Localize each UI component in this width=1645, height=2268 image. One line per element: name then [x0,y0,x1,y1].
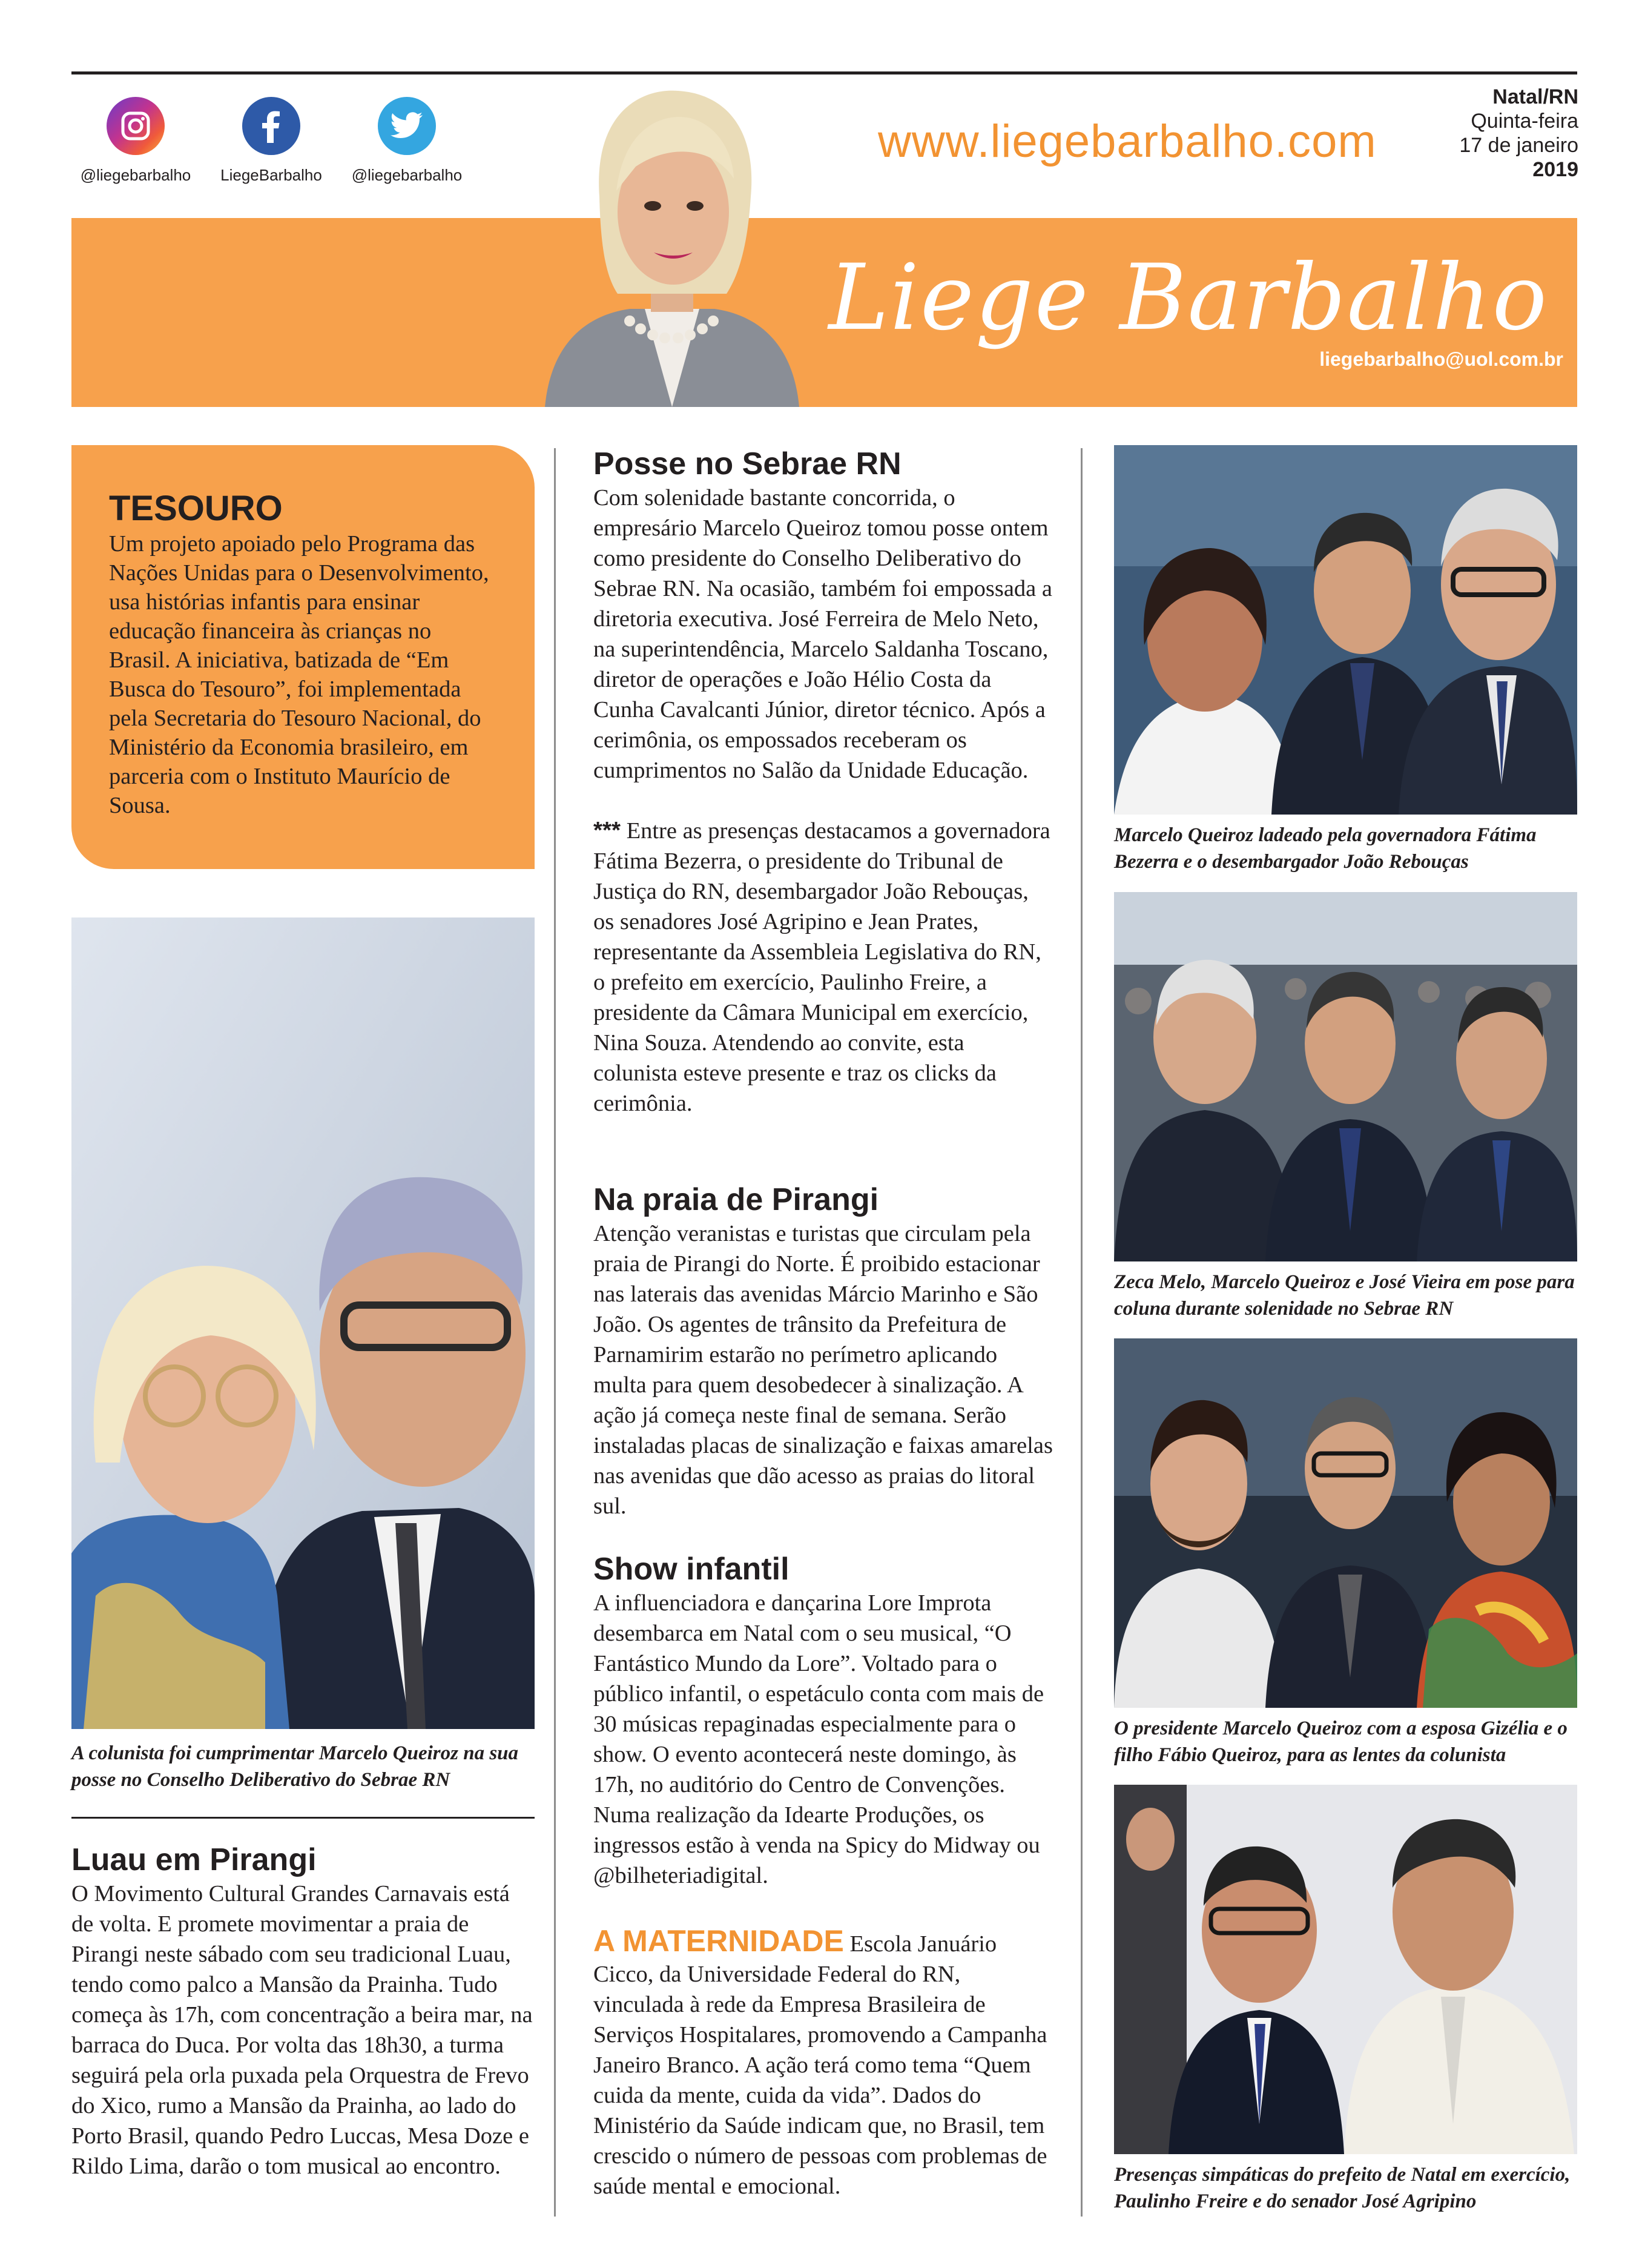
photo-columnist-marcelo [71,917,535,1729]
right-photo-3-caption: O presidente Marcelo Queiroz com a esposa Gizélia e o filho Fábio Queiroz, para as lentes da colunista [1114,1718,1568,1766]
article-posse [593,445,1053,1119]
article-maternidade [593,1926,1053,2201]
weekday: Quinta-feira [1471,110,1578,133]
photo-marcelo-gizelia-fabio [1114,1338,1577,1708]
date: 17 de janeiro [1459,134,1578,157]
maternidade-text: Escola Januário Cicco, da Universidade Federal do RN, vinculada à rede da Empresa Brasileira de Serviços Hospitalares, promovendo a Campanha Janeiro Branco. A ação terá como tema “Quem cuida da mente, cuida da vida”. Dados do Ministério da Saúde indicam que, no Brasil, tem crescido o número de pessoas com problemas de saúde mental e emocional. [593,1931,1047,2199]
photo-governadora-rebougas [1114,445,1577,815]
show-body: A influenciadora e dançarina Lore Improta desembarca em Natal com o seu musical, “O Fantástico Mundo da Lore”. Voltado para o público infantil, o espetáculo conta com mais de 30 músicas repaginadas especialmente para o show. O evento acontecerá neste domingo, às 17h, no auditório do Centro de Convenções. Numa realização da Idearte Produções, os ingressos estão à venda na Spicy do Midway ou @bilheteriadigital. [593,1590,1044,1888]
posse-stars: *** [593,818,621,844]
column-title: Liege Barbalho [828,245,1548,351]
article-pirangi [593,1181,1053,1521]
columnist-email[interactable]: liegebarbalho@uol.com.br [1319,348,1563,370]
year: 2019 [1532,158,1578,181]
twitter-icon[interactable] [378,97,436,155]
right-photo-1-caption: Marcelo Queiroz ladeado pela governadora Fátima Bezerra e o desembargador João Rebouças [1114,824,1537,873]
luau-body: O Movimento Cultural Grandes Carnavais está de volta. E promete movimentar a praia de Pirangi neste sábado com seu tradicional Luau, tendo como palco a Mansão da Prainha. Tudo começa às 17h, com concentração a beira mar, na barraca do Duca. Por volta das 18h30, a turma seguirá pela orla puxada pela Orquestra de Frevo do Xico, rumo a Mansão da Prainha, ao lado do Porto Brasil, quando Pedro Luccas, Mesa Doze e Rildo Lima, darão o tom musical ao encontro. [71,1881,533,2179]
social-instagram[interactable] [75,97,196,185]
column-divider-1 [554,448,556,2217]
date-block [1459,85,1578,182]
column-divider-2 [1081,448,1083,2217]
pirangi-body: Atenção veranistas e turistas que circulam pela praia de Pirangi do Norte. É proibido estacionar nas laterais das avenidas Márcio Marinho e São João. Os agentes de trânsito da Prefeitura de Parnamirim estarão no perímetro aplicando multa para quem desobedecer à sinalização. A ação já começa neste final de semana. Serão instaladas placas de sinalização e faixas amarelas nas avenidas que dão acesso as praias do litoral sul. [593,1221,1053,1519]
facebook-handle[interactable]: LiegeBarbalho [220,166,322,184]
luau-title: Luau em Pirangi [71,1842,317,1877]
photo-paulinho-agripino [1114,1785,1577,2154]
right-photo-2-caption: Zeca Melo, Marcelo Queiroz e José Vieira em pose para coluna durante solenidade no Sebrae RN [1114,1271,1575,1320]
article-show [593,1550,1053,1891]
social-facebook[interactable] [211,97,332,185]
pirangi-title: Na praia de Pirangi [593,1182,879,1217]
instagram-icon[interactable] [107,97,165,155]
maternidade-body [593,1926,1053,2201]
left-rule [71,1817,535,1819]
posse-body-2 [593,816,1053,1119]
city: Natal/RN [1492,85,1578,108]
tesouro-title: TESOURO [109,489,283,528]
tesouro-box [71,445,535,869]
twitter-handle[interactable]: @liegebarbalho [351,166,463,184]
posse-title: Posse no Sebrae RN [593,446,902,481]
photo-zeca-marcelo-jose [1114,892,1577,1261]
top-rule [71,71,1577,74]
posse-body: Com solenidade bastante concorrida, o empresário Marcelo Queiroz tomou posse ontem como presidente do Conselho Deliberativo do Sebrae RN. Na ocasião, também foi empossada a diretoria executiva. José Ferreira de Melo Neto, na superintendência, Marcelo Saldanha Toscano, diretor de operações e João Hélio Costa da Cunha Cavalcanti Júnior, diretor técnico. Após a cerimônia, os empossados receberam os cumprimentos no Salão da Unidade Educação. [593,485,1052,783]
tesouro-body: Um projeto apoiado pelo Programa das Nações Unidas para o Desenvolvimento, usa histórias infantis para ensinar educação financeira às crianças no Brasil. A iniciativa, batizada de “Em Busca do Tesouro”, foi implementada pela Secretaria do Tesouro Nacional, do Ministério da Economia brasileiro, em parceria com o Instituto Maurício de Sousa. [109,531,489,818]
article-luau [71,1841,535,2181]
site-url[interactable]: www.liegebarbalho.com [878,116,1377,167]
columnist-portrait [509,76,836,407]
posse-body-2-text: Entre as presenças destacamos a governadora Fátima Bezerra, o presidente do Tribunal de Justiça do RN, desembargador João Rebouças, os senadores José Agripino e Jean Prates, representante da Assembleia Legislativa do RN, o prefeito em exercício, Paulinho Freire, a presidente da Câmara Municipal em exercício, Nina Souza. Atendendo ao convite, esta colunista esteve presente e traz os clicks da cerimônia. [593,818,1050,1116]
instagram-handle[interactable]: @liegebarbalho [80,166,191,184]
maternidade-kicker: A MATERNIDADE [593,1924,844,1958]
social-twitter[interactable] [346,97,467,185]
facebook-icon[interactable] [242,97,300,155]
right-photo-4-caption: Presenças simpáticas do prefeito de Natal em exercício, Paulinho Freire e do senador José Agripino [1114,2164,1571,2212]
show-title: Show infantil [593,1552,790,1587]
left-photo-caption: A colunista foi cumprimentar Marcelo Queiroz na sua posse no Conselho Deliberativo do Sebrae RN [71,1742,519,1791]
